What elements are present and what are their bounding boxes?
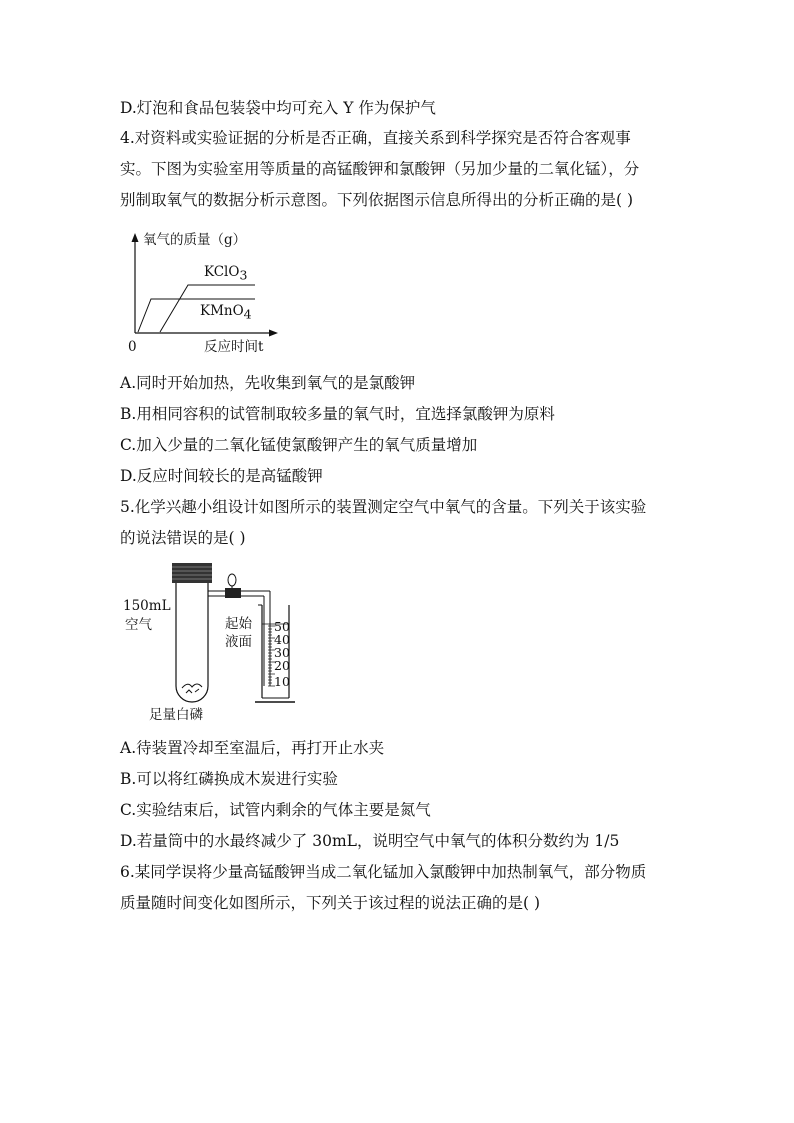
test-tube xyxy=(176,583,208,702)
q4-option-d: D.反应时间较长的是高锰酸钾 xyxy=(120,467,323,485)
graph-y-label: 氧气的质量（g） xyxy=(143,232,247,248)
tube-volume-label: 150mL xyxy=(123,598,171,614)
q4-option-b: B.用相同容积的试管制取较多量的氧气时，宜选择氯酸钾为原料 xyxy=(120,405,555,423)
q6-stem-line-1: 6.某同学误将少量高锰酸钾当成二氧化锰加入氯酸钾中加热制氧气，部分物质 xyxy=(120,863,647,881)
tube-gas-label: 空气 xyxy=(125,617,152,633)
kmno4-text: KMnO xyxy=(200,303,244,319)
graph-x-label: 反应时间t xyxy=(204,339,264,355)
q4-option-c: C.加入少量的二氧化锰使氯酸钾产生的氧气质量增加 xyxy=(120,436,478,454)
q4-stem-line-1: 4.对资料或实验证据的分析是否正确，直接关系到科学探究是否符合客观事 xyxy=(120,129,631,147)
scale-30: 30 xyxy=(274,645,290,660)
q5-option-d: D.若量筒中的水最终减少了 30mL，说明空气中氧气的体积分数约为 1/5 xyxy=(120,832,620,850)
graph-origin: 0 xyxy=(128,339,137,355)
q5-option-a: A.待装置冷却至室温后，再打开止水夹 xyxy=(120,739,385,757)
scale-50: 50 xyxy=(274,619,290,634)
q3-option-d: D.灯泡和食品包装袋中均可充入 Y 作为保护气 xyxy=(120,99,436,117)
q5-stem-line-1: 5.化学兴趣小组设计如图所示的装置测定空气中氧气的含量。下列关于该实验 xyxy=(120,498,647,516)
water-clamp xyxy=(225,588,241,598)
phosphorus-label: 足量白磷 xyxy=(149,707,203,723)
q5-stem-line-2: 的说法错误的是( ) xyxy=(120,529,246,547)
kclo3-subscript: 3 xyxy=(239,267,248,283)
q4-option-a: A.同时开始加热，先收集到氧气的是氯酸钾 xyxy=(120,374,416,392)
q4-stem-line-2: 实。下图为实验室用等质量的高锰酸钾和氯酸钾（另加少量的二氧化锰），分 xyxy=(120,160,640,178)
kmno4-subscript: 4 xyxy=(243,306,252,322)
start-level-label-2: 液面 xyxy=(225,634,252,650)
scale-10: 10 xyxy=(274,674,290,689)
white-phosphorus xyxy=(182,684,202,693)
q5-option-c: C.实验结束后，试管内剩余的气体主要是氮气 xyxy=(120,801,431,819)
q5-option-b: B.可以将红磷换成木炭进行实验 xyxy=(120,770,338,788)
q6-stem-line-2: 质量随时间变化如图所示，下列关于该过程的说法正确的是( ) xyxy=(120,894,541,912)
start-level-label-1: 起始 xyxy=(225,616,252,632)
scale-40: 40 xyxy=(274,632,290,647)
rubber-stopper xyxy=(172,563,212,583)
clamp-screw xyxy=(228,574,236,586)
kclo3-text: KClO xyxy=(204,264,240,280)
q4-stem-line-3: 别制取氧气的数据分析示意图。下列依据图示信息所得出的分析正确的是( ) xyxy=(120,191,634,209)
scale-20: 20 xyxy=(274,658,290,673)
